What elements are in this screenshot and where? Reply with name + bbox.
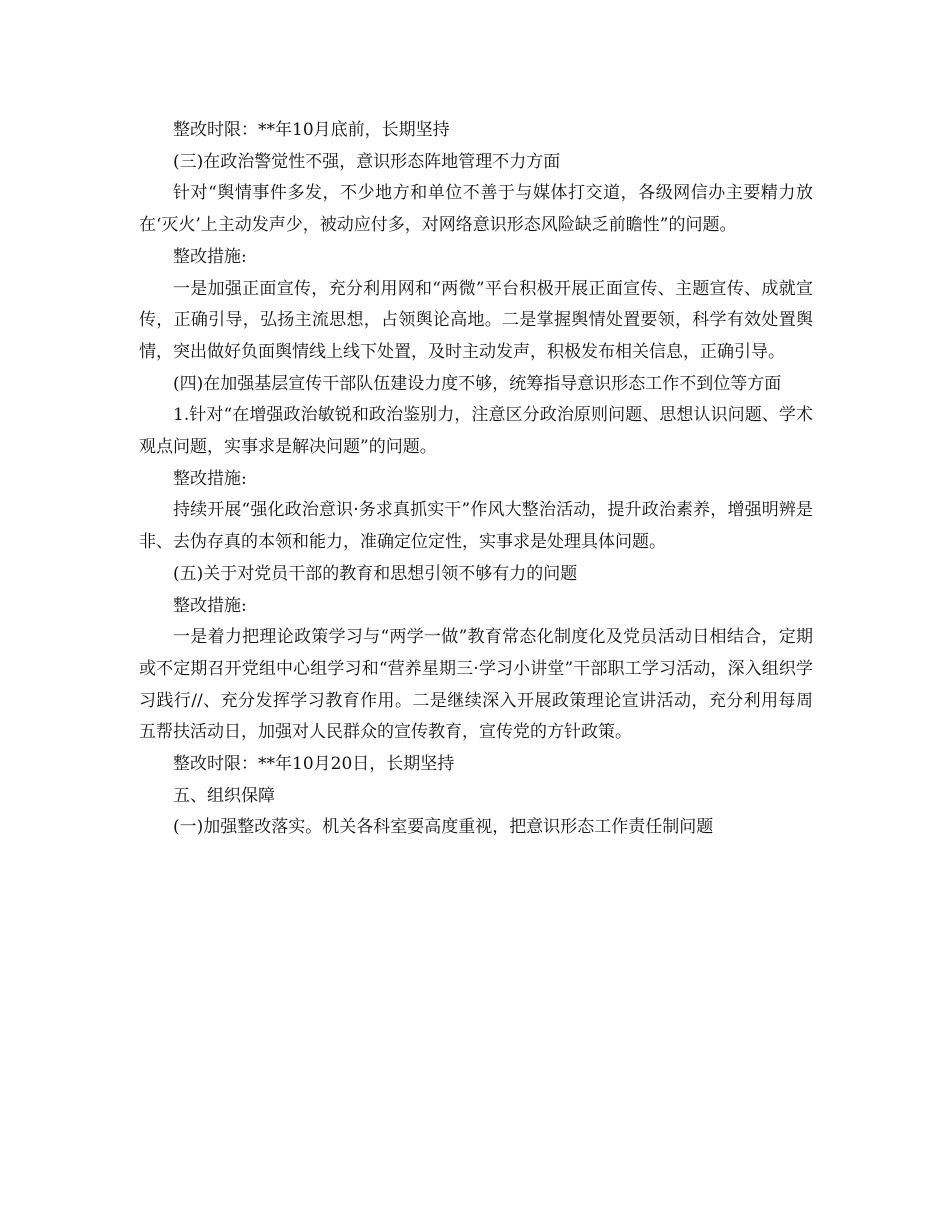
paragraph-measures-label-3: 整改措施: bbox=[173, 595, 247, 616]
paragraph-measures-label-1: 整改措施: bbox=[173, 246, 247, 267]
paragraph-issue-3: 针对“舆情事件多发，不少地方和单位不善于与媒体打交道，各级网信办主要精力放在‘灭火’上主动发声少，被动应付多，对网络意识形态风险缺乏前瞻性”的问题。 bbox=[139, 183, 813, 236]
document-body bbox=[139, 115, 813, 844]
section-heading-5: (五)关于对党员干部的教育和思想引领不够有力的问题 bbox=[173, 563, 578, 584]
paragraph-deadline-2: 整改时限：**年10月20日，长期坚持 bbox=[173, 754, 455, 775]
paragraph-guarantee-1: (一)加强整改落实。机关各科室要高度重视，把意识形态工作责任制问题 bbox=[173, 817, 714, 838]
section-heading-4: (四)在加强基层宣传干部队伍建设力度不够，统筹指导意识形态工作不到位等方面 bbox=[173, 373, 782, 394]
paragraph-measures-3: 一是加强正面宣传，充分利用网和“两微”平台积极开展正面宣传、主题宣传、成就宣传，正确引导，弘扬主流思想，占领舆论高地。二是掌握舆情处置要领，科学有效处置舆情，突出做好负面舆情线上线下处置，及时主动发声，积极发布相关信息，正确引导。 bbox=[139, 278, 813, 362]
paragraph-measures-4: 持续开展“强化政治意识·务求真抓实干”作风大整治活动，提升政治素养，增强明辨是非、去伪存真的本领和能力，准确定位定性，实事求是处理具体问题。 bbox=[139, 500, 813, 553]
section-heading-3: (三)在政治警觉性不强，意识形态阵地管理不力方面 bbox=[173, 151, 561, 172]
paragraph-issue-4: 1.针对“在增强政治敏锐和政治鉴别力，注意区分政治原则问题、思想认识问题、学术观点问题，实事求是解决问题”的问题。 bbox=[139, 405, 813, 458]
chapter-heading-5: 五、组织保障 bbox=[173, 785, 275, 806]
paragraph-measures-label-2: 整改措施: bbox=[173, 468, 247, 489]
paragraph-measures-5: 一是着力把理论政策学习与“两学一做”教育常态化制度化及党员活动日相结合，定期或不定期召开党组中心组学习和“营养星期三·学习小讲堂”干部职工学习活动，深入组织学习践行//、充分发挥学习教育作用。二是继续深入开展政策理论宣讲活动，充分利用每周五帮扶活动日，加强对人民群众的宣传教育，宣传党的方针政策。 bbox=[139, 627, 813, 743]
paragraph-deadline-1: 整改时限：**年10月底前，长期坚持 bbox=[173, 120, 450, 140]
